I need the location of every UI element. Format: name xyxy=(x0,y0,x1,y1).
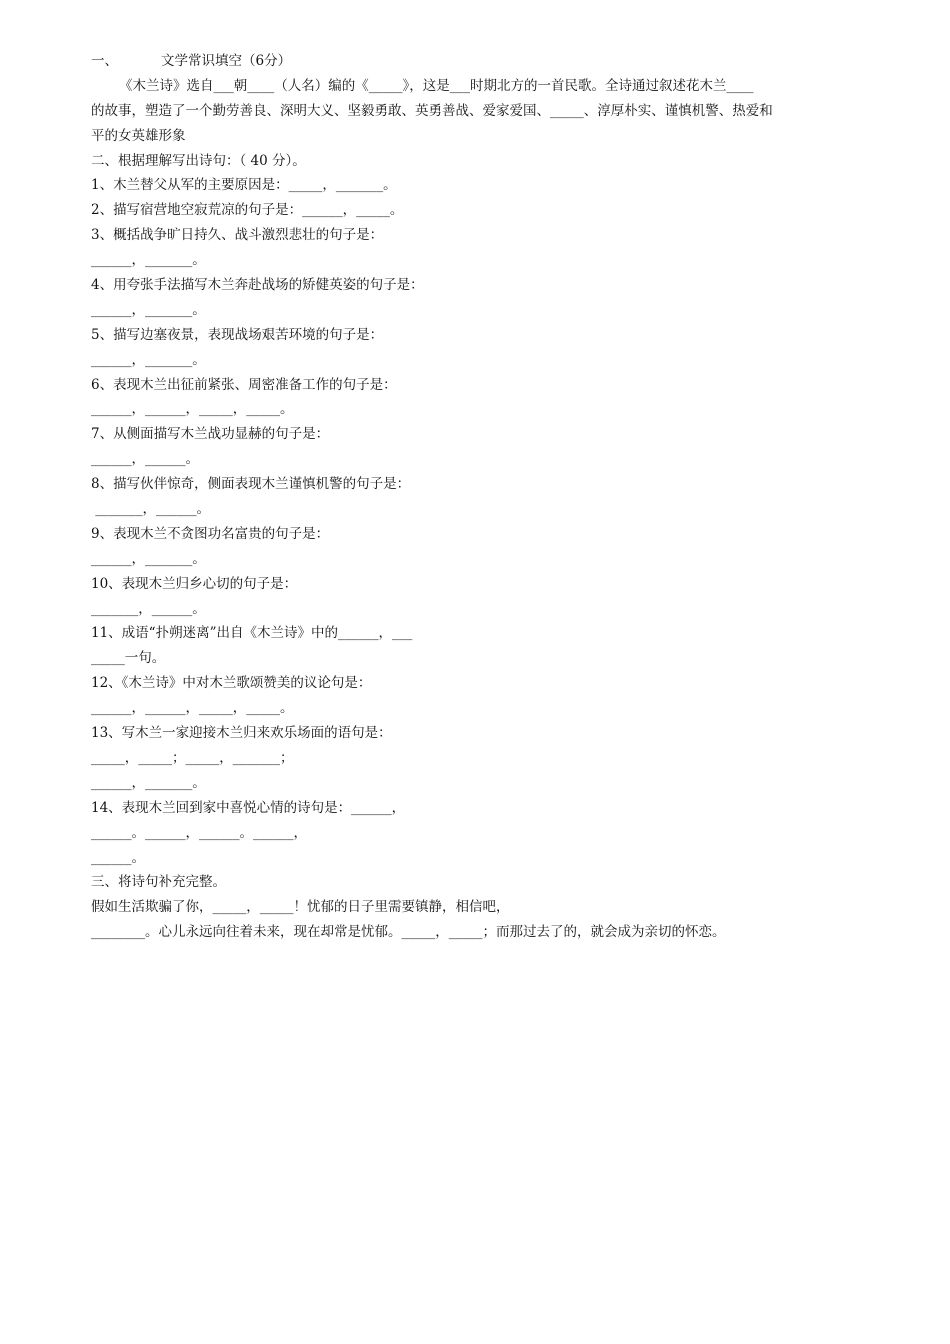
question-line: 2、描写宿营地空寂荒凉的句子是：______，_____。 xyxy=(91,202,404,219)
answer-blank-line: ______。______，______。______， xyxy=(91,824,307,841)
section1-heading xyxy=(91,49,891,74)
answer-blank-line: _____一句。 xyxy=(91,650,166,667)
answer-blank-line: _____，_____；_____，_______； xyxy=(91,749,294,766)
answer-blank-line: ______，______，_____，_____。 xyxy=(91,401,294,418)
question-line: 7、从侧面描写木兰战功显赫的句子是： xyxy=(91,426,330,443)
answer-blank-line: _______，______。 xyxy=(91,600,206,617)
question-line: 10、表现木兰归乡心切的句子是： xyxy=(91,575,298,592)
question-line: 11、成语“扑朔迷离”出自《木兰诗》中的______，___ xyxy=(91,625,413,642)
answer-blank-line: ______，_______。 xyxy=(91,351,206,368)
answer-blank-line: ______。 xyxy=(91,849,145,866)
section1-paragraph-line: 的故事，塑造了一个勤劳善良、深明大义、坚毅勇敢、英勇善战、爱家爱国、_____、淳厚朴实、谨慎机警、热爱和 xyxy=(91,102,773,119)
question-line: 4、用夸张手法描写木兰奔赴战场的矫健英姿的句子是： xyxy=(91,277,424,294)
answer-blank-line: ______，_______。 xyxy=(91,550,206,567)
section1-title: 文学常识填空（6分） xyxy=(161,53,292,69)
poem-line: ________。心儿永远向往着未来，现在却常是忧郁。_____，_____；而那过去了的，就会成为亲切的怀恋。 xyxy=(91,924,726,941)
question-line: 8、描写伙伴惊奇，侧面表现木兰谨慎机警的句子是： xyxy=(91,476,411,493)
section3-title: 三、将诗句补充完整。 xyxy=(91,874,226,891)
section1-paragraph-line: 平的女英雄形象 xyxy=(91,127,186,144)
answer-blank-line: ______，______，_____，_____。 xyxy=(91,700,294,717)
question-line: 5、描写边塞夜景，表现战场艰苦环境的句子是： xyxy=(91,326,384,343)
question-line: 14、表现木兰回到家中喜悦心情的诗句是：______， xyxy=(91,799,406,816)
question-line: 3、概括战争旷日持久、战斗激烈悲壮的句子是： xyxy=(91,227,384,244)
answer-blank-line: _______，______。 xyxy=(91,501,211,518)
worksheet-page xyxy=(91,49,891,945)
poem-line: 假如生活欺骗了你，_____，_____！忧郁的日子里需要镇静，相信吧， xyxy=(91,899,510,916)
section1-number: 一、 xyxy=(91,53,118,69)
question-line: 9、表现木兰不贪图功名富贵的句子是： xyxy=(91,525,330,542)
answer-blank-line: ______，______。 xyxy=(91,451,199,468)
section2-title: 二、根据理解写出诗句：（ 40 分）。 xyxy=(91,152,306,169)
section1-paragraph-line: 《木兰诗》选自___朝____（人名）编的《_____》，这是___时期北方的一首民歌。全诗通过叙述花木兰____ xyxy=(119,77,754,94)
question-line: 12、《木兰诗》中对木兰歌颂赞美的议论句是： xyxy=(91,675,372,692)
question-line: 13、写木兰一家迎接木兰归来欢乐场面的语句是： xyxy=(91,725,392,742)
answer-blank-line: ______，_______。 xyxy=(91,774,206,791)
question-line: 6、表现木兰出征前紧张、周密准备工作的句子是： xyxy=(91,376,397,393)
answer-blank-line: ______，_______。 xyxy=(91,252,206,269)
question-line: 1、木兰替父从军的主要原因是：_____，_______。 xyxy=(91,177,397,194)
answer-blank-line: ______，_______。 xyxy=(91,301,206,318)
